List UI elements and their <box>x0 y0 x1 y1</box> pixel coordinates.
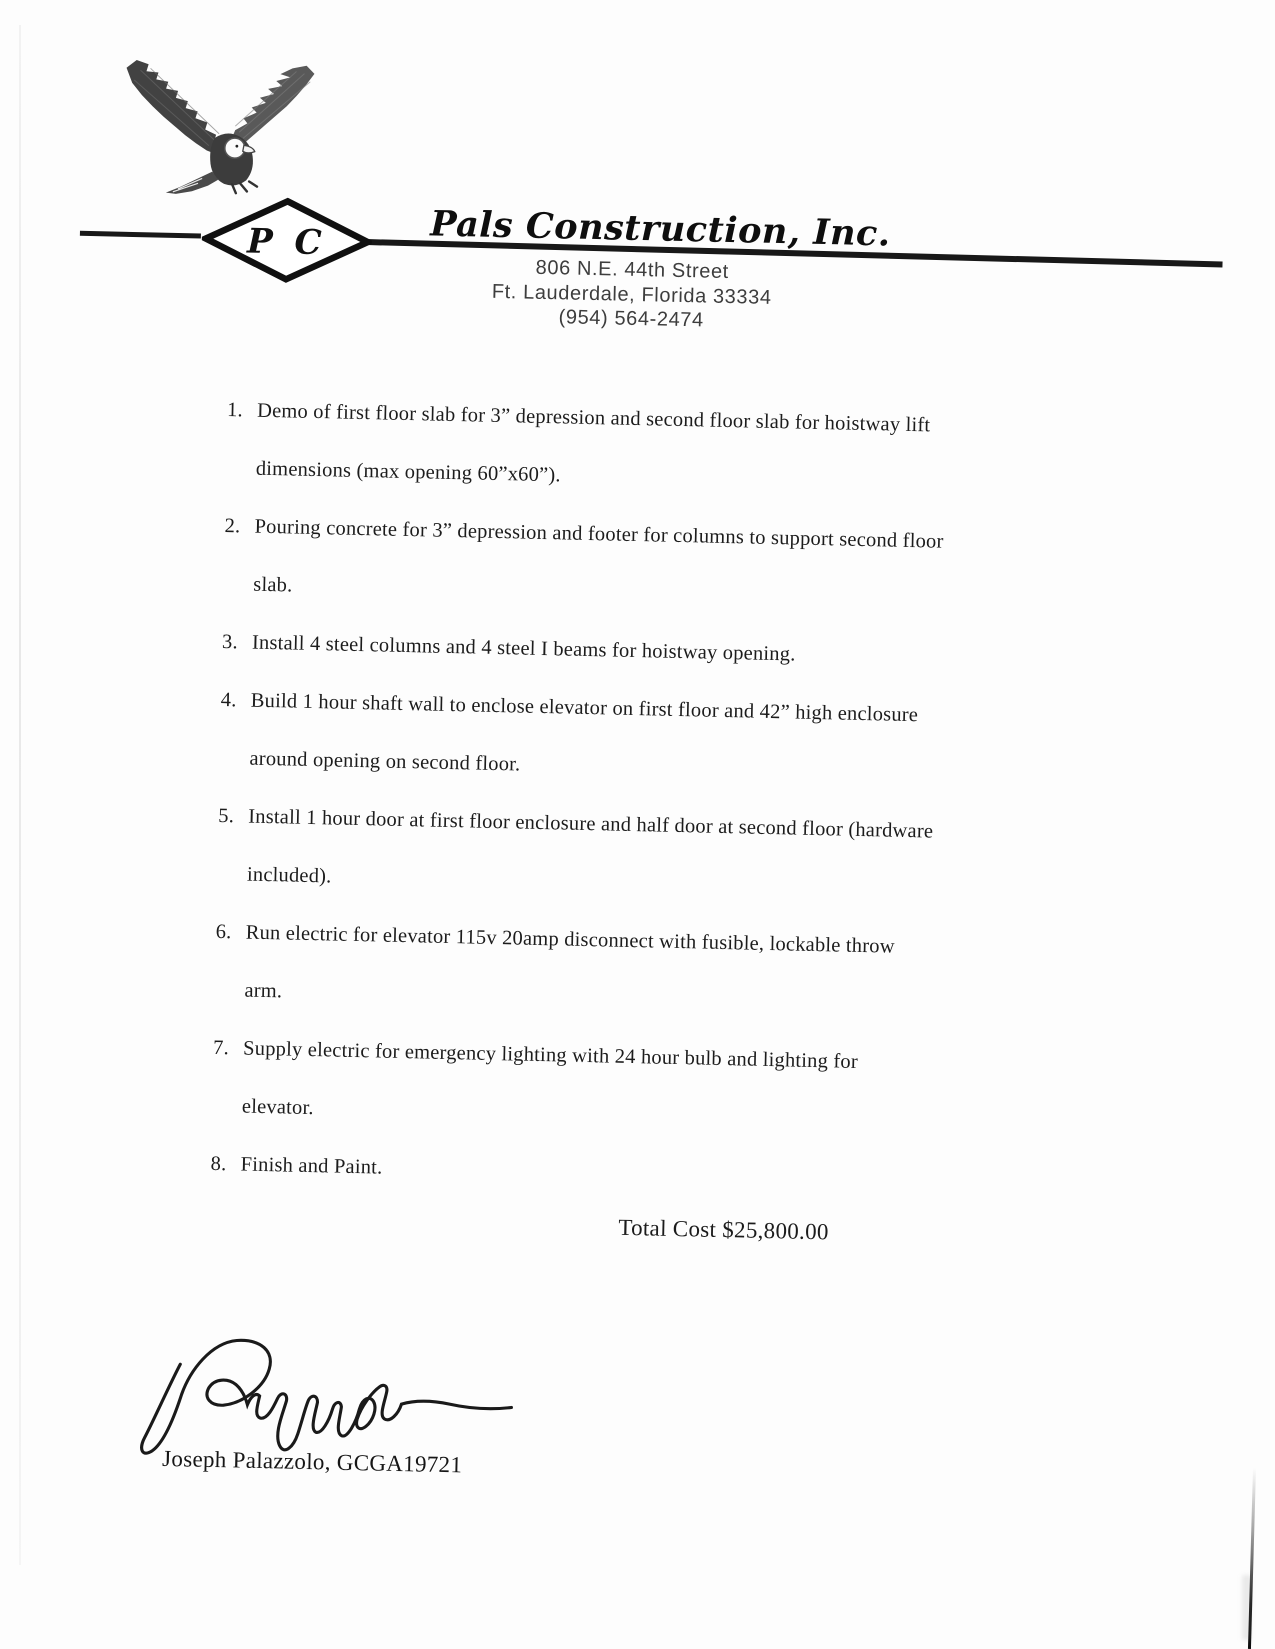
signature-graphic <box>126 1331 529 1465</box>
list-item <box>211 1019 1073 1154</box>
item-number: 1. <box>226 399 244 422</box>
item-text <box>241 1020 858 1149</box>
pc-diamond-logo <box>201 195 373 285</box>
item-text-line: dimensions (max opening 60”x60”). <box>255 457 561 487</box>
item-text <box>249 672 919 803</box>
item-number: 2. <box>224 515 241 538</box>
item-number: 4. <box>220 688 237 712</box>
item-text <box>255 382 931 513</box>
scan-artifact-smudge <box>1242 1575 1251 1640</box>
item-number: 8. <box>210 1152 227 1176</box>
address-phone: (954) 564-2474 <box>558 306 704 332</box>
company-address-block <box>421 253 843 336</box>
item-number: 3. <box>221 630 239 654</box>
signer-name: Joseph Palazzolo, GCGA19721 <box>161 1445 463 1478</box>
work-items-list <box>210 381 1088 1212</box>
address-street: 806 N.E. 44th Street <box>535 256 730 283</box>
item-text <box>244 904 896 1034</box>
item-text-line: Run electric for elevator 115v 20amp disconnect with fusible, lockable throw <box>245 921 895 958</box>
item-text <box>240 1136 383 1197</box>
list-item <box>225 381 1087 516</box>
item-text <box>246 788 933 919</box>
item-text-line: Finish and Paint. <box>240 1153 383 1179</box>
item-text-line: around opening on second floor. <box>249 747 521 776</box>
item-text-line: Demo of first floor slab for 3” depression and second floor slab for hoistway lift <box>256 399 931 437</box>
item-text <box>253 498 944 629</box>
total-cost: Total Cost $25,800.00 <box>618 1214 830 1245</box>
item-number: 5. <box>218 804 235 828</box>
scan-artifact-left-edge <box>19 25 21 1565</box>
item-text-line: slab. <box>253 573 293 597</box>
item-text-line: elevator. <box>241 1095 314 1120</box>
item-text-line: included). <box>246 863 332 888</box>
item-number: 7. <box>212 1036 230 1060</box>
list-item <box>219 671 1081 806</box>
pc-diamond-initials: P C <box>246 221 327 264</box>
item-text-line: Install 1 hour door at first floor enclosure and half door at second floor (hardware <box>248 805 934 843</box>
company-name: Pals Construction, Inc. <box>429 203 891 255</box>
item-text-line: Pouring concrete for 3” depression and footer for columns to support second floor <box>254 515 944 553</box>
list-item <box>214 903 1076 1038</box>
item-text-line: arm. <box>244 979 283 1003</box>
item-text-line: Supply electric for emergency lighting with 24 hour bulb and lighting for <box>242 1037 859 1073</box>
item-number: 6. <box>215 920 232 944</box>
letterhead-rule-left <box>80 231 201 239</box>
eagle-logo-icon <box>118 58 321 200</box>
item-text-line: Build 1 hour shaft wall to enclose elevator on first floor and 42” high enclosure <box>250 689 919 727</box>
address-city: Ft. Lauderdale, Florida 33334 <box>491 280 772 309</box>
list-item <box>216 787 1078 922</box>
item-text-line: Install 4 steel columns and 4 steel I beams for hoistway opening. <box>251 631 796 666</box>
list-item <box>223 497 1085 632</box>
